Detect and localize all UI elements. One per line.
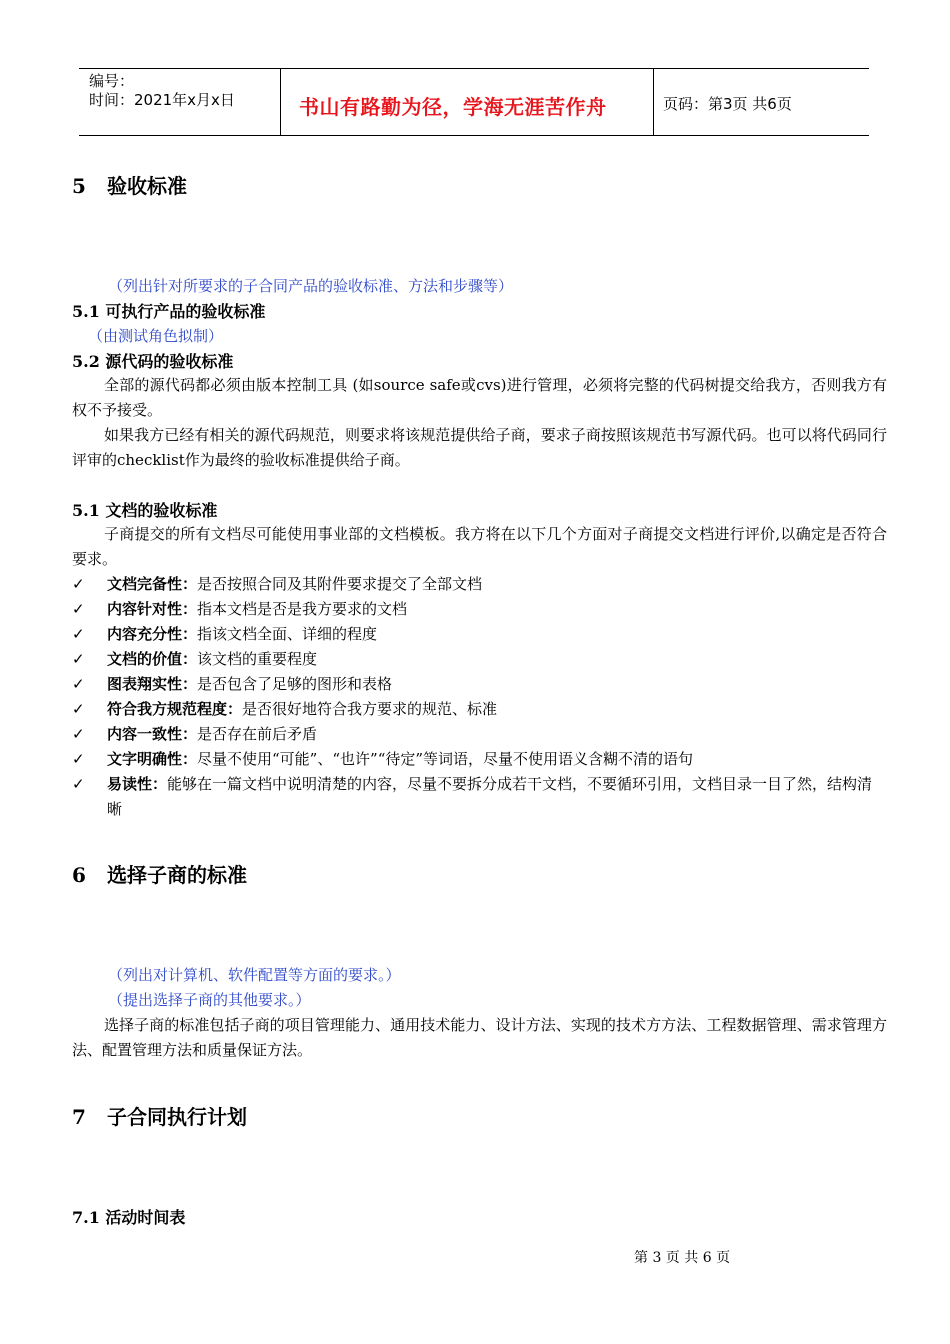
section-6-number: 6 [72, 863, 86, 887]
section-5-1-heading: 5.1 可执行产品的验收标准 [72, 302, 266, 321]
list-item: ✓ 文档的价值：该文档的重要程度 [72, 647, 887, 672]
section-5-number: 5 [72, 174, 86, 198]
header-page-label: 页码：第3页 共6页 [663, 95, 792, 113]
section-6-title: 选择子商的标准 [107, 863, 247, 887]
section-5-1-doc-paragraph: 子商提交的所有文档尽可能使用事业部的文档模板。我方将在以下几个方面对子商提交文档进行评价,以确定是否符合要求。 [72, 525, 887, 568]
section-5-2-paragraph-2: 如果我方已经有相关的源代码规范，则要求将该规范提供给子商，要求子商按照该规范书写源代码。也可以将代码同行评审的checklist作为最终的验收标准提供给子商。 [72, 426, 887, 469]
checkmark-icon: ✓ [72, 575, 85, 593]
checkmark-icon: ✓ [72, 750, 85, 768]
list-item: ✓ 文档完备性：是否按照合同及其附件要求提交了全部文档 [72, 572, 887, 597]
section-5-1-note: （由测试角色拟制） [88, 327, 224, 345]
section-5-note: （列出针对所要求的子合同产品的验收标准、方法和步骤等） [108, 277, 514, 295]
list-item: ✓ 内容充分性：指该文档全面、详细的程度 [72, 622, 887, 647]
section-5-2-paragraph-1: 全部的源代码都必须由版本控制工具 (如source safe或cvs)进行管理，必须将完整的代码树提交给我方，否则我方有权不予接受。 [72, 376, 887, 419]
list-item: ✓ 文字明确性：尽量不使用“可能”、“也许”“待定”等词语，尽量不使用语义含糊不清的语句 [72, 747, 887, 772]
header-motto: 书山有路勤为径，学海无涯苦作舟 [299, 95, 607, 119]
list-item: ✓ 内容一致性：是否存在前后矛盾 [72, 722, 887, 747]
checkmark-icon: ✓ [72, 650, 85, 668]
list-item: ✓ 易读性：能够在一篇文档中说明清楚的内容，尽量不要拆分成若干文档，不要循环引用，文档目录一目了然，结构清晰 [72, 772, 887, 822]
section-7-title: 子合同执行计划 [107, 1105, 247, 1129]
list-item: ✓ 符合我方规范程度：是否很好地符合我方要求的规范、标准 [72, 697, 887, 722]
checkmark-icon: ✓ [72, 600, 85, 618]
checkmark-icon: ✓ [72, 725, 85, 743]
checkmark-icon: ✓ [72, 675, 85, 693]
header-number-label: 编号： [89, 72, 135, 90]
section-5-heading [72, 170, 187, 199]
list-item: ✓ 图表翔实性：是否包含了足够的图形和表格 [72, 672, 887, 697]
page-footer: 第 3 页 共 6 页 [634, 1250, 731, 1266]
checkmark-icon: ✓ [72, 775, 85, 793]
section-6-paragraph: 选择子商的标准包括子商的项目管理能力、通用技术能力、设计方法、实现的技术方方法、工程数据管理、需求管理方法、配置管理方法和质量保证方法。 [72, 1016, 887, 1059]
section-5-1-doc-heading: 5.1 文档的验收标准 [72, 501, 218, 520]
section-5-title: 验收标准 [107, 174, 187, 198]
section-7-1-heading: 7.1 活动时间表 [72, 1208, 186, 1227]
list-item: ✓ 内容针对性：指本文档是否是我方要求的文档 [72, 597, 887, 622]
section-7-number: 7 [72, 1105, 86, 1129]
section-6-heading [72, 859, 247, 888]
section-7-heading [72, 1101, 247, 1130]
section-6-note-2: （提出选择子商的其他要求。） [108, 991, 311, 1009]
checkmark-icon: ✓ [72, 625, 85, 643]
checkmark-icon: ✓ [72, 700, 85, 718]
section-6-note-1: （列出对计算机、软件配置等方面的要求。） [108, 966, 401, 984]
header-time-label: 时间：2021年x月x日 [89, 91, 235, 109]
section-5-2-heading: 5.2 源代码的验收标准 [72, 352, 234, 371]
